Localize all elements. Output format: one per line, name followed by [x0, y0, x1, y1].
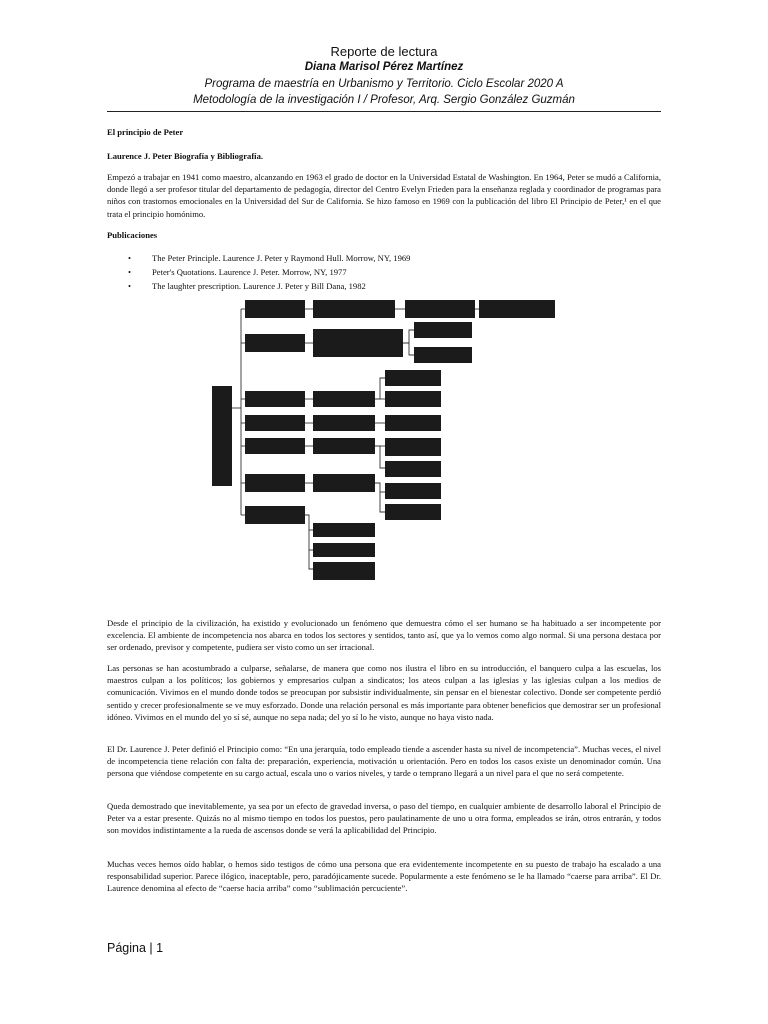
- paragraph-2: Las personas se han acostumbrado a culparse, señalarse, de manera que como nos ilustra el libro en su introducción, el banquero culpa a las escuelas, los maestros culpan a los políticos; los gobiernos y empresarios culpan a sindicatos; los ateos culpan a las iglesias y las iglesias culpan a los medios de comunicación. Vivimos en el mundo donde todos se preocupan por subsistir individualmente, sin pensar en el bienestar colectivo. Donde ser competente perdió sentido y crecer profesionalmente se ve muy esforzado. Donde una relación personal es más importante para obtener beneficios que demostrar ser un profesional idóneo. Vivimos en el mundo del yo sí sé, aunque no sepa nada; del yo sí lo he visto, aunque no haya visto nada.: [107, 663, 661, 722]
- diagram-node: [313, 523, 375, 537]
- bullet-icon: •: [128, 267, 132, 277]
- connector: [375, 378, 385, 399]
- diagram-node: [479, 300, 555, 318]
- diagram-node: [245, 438, 305, 454]
- diagram-node: [313, 474, 375, 492]
- connector: [409, 343, 414, 355]
- diagram-node: [405, 300, 475, 318]
- publication-text: The laughter prescription. Laurence J. Peter y Bill Dana, 1982: [152, 281, 366, 291]
- diagram-node: [414, 322, 472, 338]
- diagram-node: [245, 391, 305, 407]
- connector: [375, 483, 385, 512]
- diagram-node: [385, 415, 441, 431]
- paragraph-5: Muchas veces hemos oído hablar, o hemos sido testigos de cómo una persona que era evidentemente incompetente en su puesto de trabajo ha escalado a una responsabilidad superior. Parece ilógico, inaceptable, pero, paradójicamente sucede. Popularmente a este fenómeno se le ha llamado “caerse para arriba”. El Dr. Laurence denomina al efecto de “caerse hacia arriba” como “sublimación percuciente”.: [107, 859, 661, 894]
- diagram-node: [385, 483, 441, 499]
- publications-list: [107, 251, 661, 293]
- diagram-node: [313, 391, 375, 407]
- author-name: Diana Marisol Pérez Martínez: [304, 61, 464, 73]
- paragraph-4: Queda demostrado que inevitablemente, ya sea por un efecto de gravedad inversa, o paso del tiempo, en cualquier ambiente de desarrollo laboral el Principio de Peter va a estar presente. Quizás no al mismo tiempo en todos los puestos, pero paulatinamente de uno u otra forma, empleados se irán, otros entrarán, y todos son movidos indistintamente a la rueda de ascensos donde se verá la aplicabilidad del Principio.: [107, 801, 661, 836]
- diagram-node: [313, 543, 375, 557]
- list-item: [107, 279, 661, 293]
- biography-paragraph: Empezó a trabajar en 1941 como maestro, alcanzando en 1963 el grado de doctor en la Universidad Estatal de Washington. En 1964, Peter se mudó a California, donde llegó a ser profesor titular del departamento de pedagogía, director del Centro Evelyn Frieden para la enseñanza reglada y coordinador de programas para niños con trastornos emocionales en la Universidad del Sur de California. Se hizo famoso en 1969 con la publicación del libro El Principio de Peter,¹ en el que trata el principio homónimo.: [107, 172, 661, 219]
- diagram-node: [313, 415, 375, 431]
- concept-diagram: [195, 293, 575, 593]
- bullet-icon: •: [128, 253, 132, 263]
- diagram-node: [385, 438, 441, 456]
- diagram-node: [245, 474, 305, 492]
- list-item: [107, 251, 661, 265]
- diagram-node: [245, 300, 305, 318]
- connector: [403, 330, 414, 343]
- page-number: Página | 1: [107, 941, 164, 955]
- diagram-node: [414, 347, 472, 363]
- publication-text: Peter's Quotations. Laurence J. Peter. Morrow, NY, 1977: [152, 267, 347, 277]
- course-line: Metodología de la investigación I / Profesor, Arq. Sergio González Guzmán: [193, 94, 575, 106]
- diagram-node: [313, 329, 403, 357]
- diagram-node: [385, 504, 441, 520]
- header-divider: [107, 111, 661, 112]
- diagram-node: [245, 415, 305, 431]
- publications-heading: Publicaciones: [107, 230, 158, 240]
- publication-text: The Peter Principle. Laurence J. Peter y Raymond Hull. Morrow, NY, 1969: [152, 253, 411, 263]
- diagram-node: [313, 300, 395, 318]
- diagram-node: [313, 562, 375, 580]
- paragraph-1: Desde el principio de la civilización, ha existido y evolucionado un fenómeno que demuestra cómo el ser humano se ha habituado a ser incompetente por excelencia. El ambiente de incompetencia nos abarca en todos los sectores y sentidos, tanto así, que ya lo vemos como algo normal. Si una persona destaca por ser ordenado, previsor y competente, pudiera ser visto como un ser irracional.: [107, 618, 661, 653]
- diagram-node: [385, 391, 441, 407]
- diagram-node: [385, 370, 441, 386]
- connector: [375, 446, 385, 468]
- diagram-node: [385, 461, 441, 477]
- diagram-node: [245, 334, 305, 352]
- section-heading-biography: Laurence J. Peter Biografía y Bibliografía.: [107, 151, 264, 161]
- list-item: [107, 265, 661, 279]
- diagram-root-box: [212, 386, 232, 486]
- connector: [305, 515, 313, 569]
- program-line: Programa de maestría en Urbanismo y Territorio. Ciclo Escolar 2020 A: [204, 78, 564, 90]
- bullet-icon: •: [128, 281, 132, 291]
- diagram-node: [245, 506, 305, 524]
- paragraph-3: El Dr. Laurence J. Peter definió el Principio como: “En una jerarquía, todo empleado tiende a ascender hasta su nivel de incompetencia”. Muchas veces, el nivel de incompetencia tiene relación con falta de: preparación, experiencia, motivación u orientación. Pero en todos los casos existe un denominador común. Una persona que viéndose competente en su cargo actual, escala uno o varios niveles, y tarde o temprano llegará a un nivel para el que no será competente.: [107, 744, 661, 779]
- diagram-node: [313, 438, 375, 454]
- report-title: Reporte de lectura: [330, 44, 438, 59]
- section-heading-principle: El principio de Peter: [107, 127, 184, 137]
